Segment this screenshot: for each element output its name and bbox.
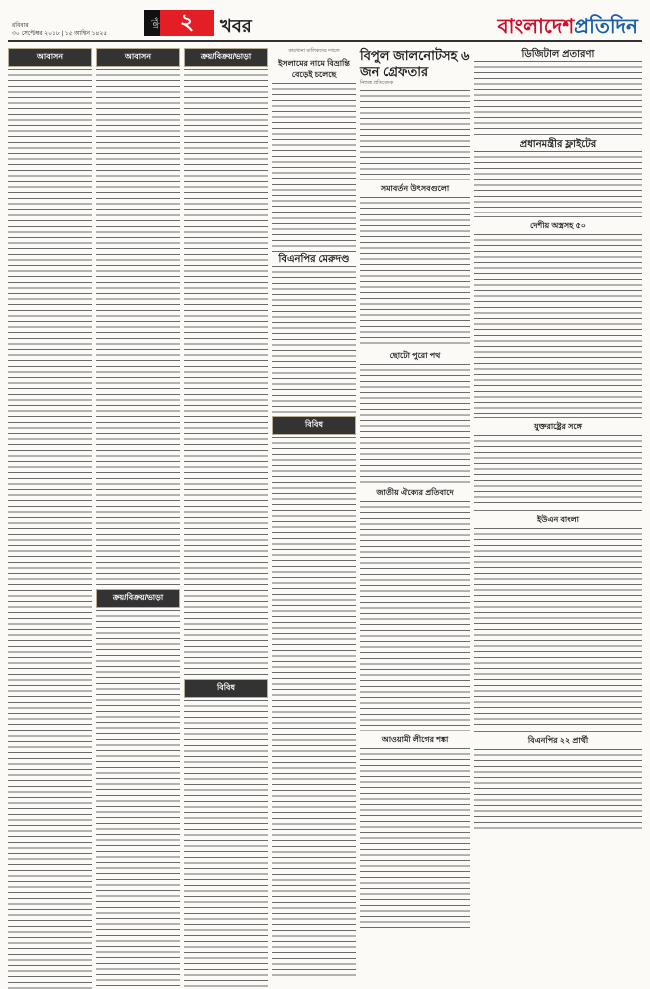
article-body: [360, 501, 470, 731]
subhead: সমাবর্তন উৎসবগুলো: [380, 184, 450, 193]
divider: [474, 510, 642, 511]
headline: যুক্তরাষ্ট্রের সঙ্গে: [534, 422, 582, 431]
classified-column-3: [184, 48, 268, 978]
article-body: [474, 528, 642, 728]
section-title: খবর: [220, 16, 252, 36]
article-body: [360, 90, 470, 180]
brand-part-1: বাংলাদেশ: [497, 16, 575, 38]
headline: বিপুল জালনোটসহ ৬ জন গ্রেফতার: [360, 48, 470, 79]
headline: প্রধানমন্ত্রীর ফ্লাইটের: [519, 139, 597, 150]
classified-column-1: [8, 48, 92, 978]
classified-heading: ক্রয়/বিক্রয়/ভাড়া: [184, 48, 268, 67]
classified-heading: বিবিধ: [184, 679, 268, 698]
article-body: [474, 749, 642, 833]
classified-column-2: [96, 48, 180, 978]
divider: [474, 417, 642, 418]
headline: ইসলামের নামে বিভ্রান্তি বেড়েই চলেছে: [278, 59, 350, 79]
article-body: [360, 748, 470, 928]
right-column: [474, 48, 642, 978]
divider: [474, 731, 642, 732]
classified-text: [96, 69, 180, 589]
subhead: জাতীয় ঐক্যের প্রতিবাদে: [376, 488, 454, 497]
article-body: [360, 197, 470, 347]
brand-part-2: প্রতিদিন: [574, 16, 638, 38]
divider: [474, 216, 642, 217]
headline: বিএনপির মেরুদণ্ড: [278, 254, 350, 265]
article-body: [474, 435, 642, 507]
headline: ডিজিটাল প্রতারণা: [521, 49, 595, 60]
article-body: [474, 61, 642, 131]
article-body: [272, 83, 356, 253]
divider: [474, 134, 642, 135]
article-body: [360, 364, 470, 484]
center-article: [360, 48, 470, 978]
day-label: রবিবার: [12, 23, 29, 29]
classified-text: [96, 610, 180, 988]
subhead: আওয়ামী লীগের শঙ্কা: [381, 735, 449, 744]
byline: নিজস্ব প্রতিবেদক: [360, 80, 394, 86]
article-body: [474, 234, 642, 414]
headline: দেশীয় অস্ত্রসহ ৫০: [530, 221, 586, 230]
article-body: [474, 151, 642, 213]
classified-text: [184, 700, 268, 988]
classified-heading: আবাসন: [8, 48, 92, 67]
classified-heading: বিবিধ: [272, 416, 356, 435]
page-header: [8, 6, 642, 42]
classified-heading: ক্রয়/বিক্রয়/ভাড়া: [96, 589, 180, 608]
subhead: ছোটো পুরো পথ: [389, 351, 441, 360]
page-number: ২: [160, 10, 214, 36]
news-column-4: [272, 48, 356, 978]
classified-text: [184, 69, 268, 679]
article-body: [272, 266, 356, 416]
brand-logo: [498, 12, 638, 45]
date-label: ৩০ সেপ্টেম্বর ২০১৮ | ১৫ আশ্বিন ১৪২৫: [12, 31, 108, 37]
classified-heading: আবাসন: [96, 48, 180, 67]
classified-text: [272, 437, 356, 977]
date-block: [12, 22, 107, 38]
classified-text: [8, 69, 92, 989]
page-label: পৃষ্ঠা: [144, 10, 160, 36]
headline: ইউএন বাংলা: [537, 515, 579, 524]
kicker: কারখানা মালিকদের দখলে: [288, 48, 340, 54]
headline: বিএনপির ২২ প্রার্থী: [527, 736, 589, 745]
